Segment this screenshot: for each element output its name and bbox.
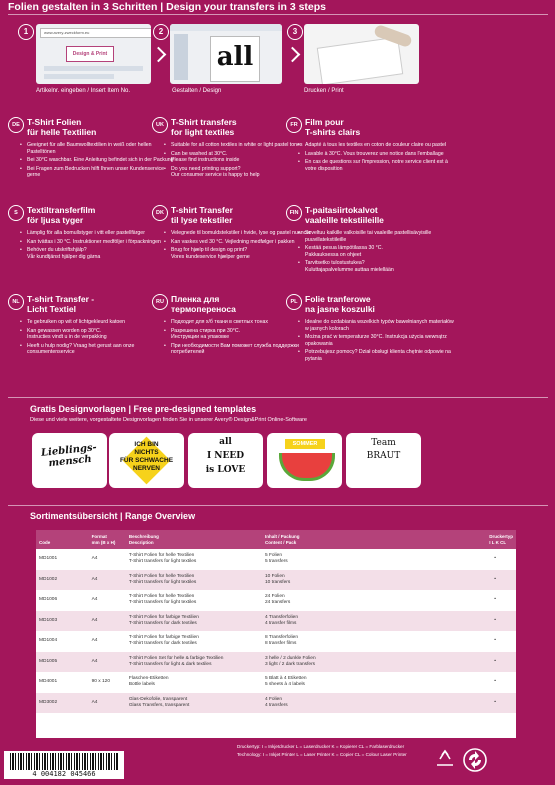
lang-badge: UK xyxy=(152,117,168,133)
cell-code: MD1004 xyxy=(39,638,58,644)
templates-title: Gratis Designvorlagen | Free pre-designed templates xyxy=(30,404,257,414)
template-text: SOMMER xyxy=(285,439,325,449)
table-row xyxy=(36,611,516,632)
cell-content: 24 Folien 24 transfers xyxy=(264,594,291,606)
lang-badge: PL xyxy=(286,294,302,310)
range-table xyxy=(36,530,516,738)
list-item: • Brug for hjælp til design og print? Vores kundeservice hjælper gerne xyxy=(164,247,322,260)
lang-badge: RU xyxy=(152,294,168,310)
lang-title: T-Shirt Folien für helle Textilien xyxy=(27,117,97,137)
section-divider xyxy=(8,505,548,506)
barcode xyxy=(4,751,124,779)
col-header-printer: Druckertyp I L K CL xyxy=(374,530,516,549)
table-row xyxy=(36,672,516,693)
cell-code: MD3002 xyxy=(36,693,89,714)
col-header-format: Format mm (B x H) xyxy=(89,530,126,549)
template-text: ICH BIN NICHTS FÜR SCHWACHE NERVEN xyxy=(119,441,174,472)
cell-code: MD1003 xyxy=(36,611,89,632)
col-header-code: Code xyxy=(36,530,89,549)
cell-description: T-Shirt Folien für farbige Textilien T-Shirt transfers for dark textiles xyxy=(128,635,199,647)
step-2-number: 2 xyxy=(153,24,169,40)
cell-description: T-Shirt Folien für helle Textilien T-Shirt transfers for light textiles xyxy=(128,553,197,565)
templates-subtitle: Diese und viele weitere, vorgestaltete Designvorlagen finden Sie in unserer Avery® Design&Print Online-Software xyxy=(30,417,307,423)
list-item: • Behöver du utskriftshjälp? Vår kundtjänst hjälper dig gärna xyxy=(20,247,178,260)
cell-format: 90 x 120 xyxy=(91,679,111,685)
list-item: • Подходит для х/б ткани в светлых тонах xyxy=(164,319,322,326)
table-row xyxy=(36,652,516,673)
step-1-number: 1 xyxy=(18,24,34,40)
lang-badge: DE xyxy=(8,117,24,133)
cell-format: A4 xyxy=(91,556,98,562)
lang-title: T-paitasiirtokalvot vaaleille tekstiileille xyxy=(305,205,384,225)
printer-legend-de: Druckertyp: I = Inkjetdrucker L = Laserdrucker K = Kopierer CL = Farblaserdrucker xyxy=(237,744,405,749)
lang-title: Film pour T-shirts clairs xyxy=(305,117,361,137)
step-1-image xyxy=(36,24,151,84)
cell-content: 10 Folien 10 transfers xyxy=(262,570,374,591)
chevron-right-icon xyxy=(151,47,167,63)
cell-printer: • xyxy=(494,679,496,685)
cell-format: A4 xyxy=(89,652,126,673)
list-item: • Heeft u hulp nodig? Vraag het gerust aan onze consumentenservice xyxy=(20,343,178,356)
step-2-image xyxy=(170,24,282,84)
cell-printer: • xyxy=(494,638,496,644)
list-item: • Kan vaskes ved 30 °C. Vejledning medfølger i pakken xyxy=(164,239,322,246)
step-3-number: 3 xyxy=(287,24,303,40)
chevron-right-icon xyxy=(285,47,301,63)
list-item: • Bei Fragen zum Bedrucken hilft Ihnen unser Kundenservice gerne xyxy=(20,166,178,179)
template-card xyxy=(32,433,107,488)
lang-title: T-shirt Transfer til lyse tekstiler xyxy=(171,205,233,225)
toolbar xyxy=(170,24,282,31)
cell-code: MD1005 xyxy=(36,652,89,673)
list-item: • Te gebruiken op wit of lichtgekleurd katoen xyxy=(20,319,178,326)
cell-format: A4 xyxy=(91,638,98,644)
cell-format: A4 xyxy=(89,611,126,632)
col-header-content: Inhalt / Packung Content / Pack xyxy=(262,530,374,549)
design-preview: all xyxy=(210,36,260,82)
lang-title: T-Shirt transfers for light textiles xyxy=(171,117,237,137)
side-panel xyxy=(174,34,188,80)
cell-description: T-Shirt Folien für helle Textilien T-Shirt transfers for light textiles xyxy=(128,594,197,606)
lang-block-fr xyxy=(286,117,456,197)
cell-content: 4 Transferfolien 4 transfer films xyxy=(262,611,374,632)
lang-title: Пленка для термопереноса xyxy=(171,294,236,314)
template-text: all I NEED is LOVE xyxy=(205,437,246,475)
lang-badge: FIN xyxy=(286,205,302,221)
lang-title: Folie tranferowe na jasne koszulki xyxy=(305,294,375,314)
template-text: Lieblings- mensch xyxy=(40,442,98,470)
lang-block-fin xyxy=(286,205,456,285)
template-card xyxy=(188,433,263,488)
cell-content: 5 Blatt à 4 Etiketten 5 sheets à 4 labels xyxy=(264,676,307,688)
step-3-caption: Drucken / Print xyxy=(304,88,344,94)
cell-content: 5 Folien 5 transfers xyxy=(264,553,288,565)
cell-code: MD4001 xyxy=(39,679,58,685)
list-item: • Lavable à 30°C. Vous trouverez une notice dans l'emballage xyxy=(298,151,456,158)
cell-code: MD1001 xyxy=(39,556,58,562)
cell-code: MD1002 xyxy=(36,570,89,591)
template-card xyxy=(346,433,421,488)
template-text: Team BRAUT xyxy=(366,438,401,461)
cell-content: 3 helle / 2 dunkle Folien 3 light / 2 dark transfers xyxy=(262,652,374,673)
template-card xyxy=(267,433,342,488)
brand-box: Design & Print xyxy=(66,46,114,62)
cell-format: A4 xyxy=(89,570,126,591)
lang-badge: FR xyxy=(286,117,302,133)
lang-badge: DK xyxy=(152,205,168,221)
page-title: Folien gestalten in 3 Schritten | Design your transfers in 3 steps xyxy=(8,1,327,13)
lang-badge: NL xyxy=(8,294,24,310)
section-divider xyxy=(8,397,548,398)
cell-printer: • xyxy=(374,693,516,714)
list-item: • Do you need printing support? Our consumer service is happy to help xyxy=(164,166,322,179)
step-3-image xyxy=(304,24,419,84)
list-item: • Adapté à tous les textiles en coton de couleur claire ou pastel xyxy=(298,142,456,149)
cell-printer: • xyxy=(494,597,496,603)
recycle-icon xyxy=(433,748,457,772)
printer-legend-en: Technology: I = Inkjet Printer L = Laser Printer K = Copier CL = Colour Laser Printer xyxy=(237,752,407,757)
barcode-bars xyxy=(10,753,118,770)
lang-title: Textiltransferfilm för ljusa tyger xyxy=(27,205,96,225)
url-bar: www.avery-zweckform.eu xyxy=(40,28,151,38)
cell-printer: • xyxy=(374,611,516,632)
list-item: • Velegnede til bomuldstekstiler i hvide, lyse og pastel nuancer xyxy=(164,230,322,237)
list-item: • Kan tvättas i 30 °C. Instruktioner medföljer i förpackningen xyxy=(20,239,178,246)
cell-format: A4 xyxy=(91,597,98,603)
watermelon-icon xyxy=(279,453,335,481)
list-item: • Idealne do ozdabiania wszelkich typów bawełnianych materiałów w jasnych kolorach xyxy=(298,319,456,332)
list-item: • Tarvitsetko tulostustukea? Kuluttajapalvelumme auttaa mielellään xyxy=(298,260,456,273)
list-item: • Kan gewassen worden op 30°C. Instructies vindt u in de verpakking xyxy=(20,328,178,341)
cell-description: T-Shirt Folien für helle Textilien T-Shirt transfers for light textiles xyxy=(126,570,262,591)
list-item: • При необходимости Вам поможет служба поддержки потребителей xyxy=(164,343,322,356)
list-item: • Разрешена стирка при 30°C. Инструкции на упаковке xyxy=(164,328,322,341)
step-1-caption: Artikelnr. eingeben / Insert Item No. xyxy=(36,88,131,94)
table-row xyxy=(36,570,516,591)
cell-printer: • xyxy=(494,556,496,562)
cell-description: T-Shirt Folien für farbige Textilien T-Shirt transfers for dark textiles xyxy=(126,611,262,632)
list-item: • Bei 30°C waschbar. Eine Anleitung befindet sich in der Packung xyxy=(20,157,178,164)
cell-code: MD1006 xyxy=(39,597,58,603)
table-row xyxy=(36,590,516,611)
cell-description: T-Shirt Folien Set für helle & farbige Textilien T-Shirt transfers for light & dark textiles xyxy=(126,652,262,673)
header-divider xyxy=(8,14,548,15)
cell-content: 8 Transferfolien 8 transfer films xyxy=(264,635,299,647)
template-card xyxy=(109,433,184,488)
ui-bar xyxy=(44,66,143,71)
cell-description: Glas-Dekofolie, transparent Glass Transfers, transparent xyxy=(126,693,262,714)
list-item: • Suitable for all cotton textiles in white or light pastel tones xyxy=(164,142,322,149)
list-item: • En cas de questions sur l'impression, notre service client est à votre disposition xyxy=(298,159,456,172)
ui-bar xyxy=(44,74,114,79)
cell-printer: • xyxy=(374,570,516,591)
barcode-number: 4 004182 045466 xyxy=(32,770,96,778)
table-row xyxy=(36,549,516,570)
lang-block-pl xyxy=(286,294,456,374)
step-2-caption: Gestalten / Design xyxy=(172,88,222,94)
col-header-description: Beschreibung Description xyxy=(126,530,262,549)
cell-format: A4 xyxy=(89,693,126,714)
cell-content: 4 Folien 4 transfers xyxy=(262,693,374,714)
tshirt-photo xyxy=(317,36,403,84)
list-item: • Można prać w temperaturze 30°C. Instrukcja użycia wewnątrz opakowania xyxy=(298,334,456,347)
cell-description: Flaschen-Etiketten Bottle labels xyxy=(128,676,169,688)
table-row xyxy=(36,693,516,714)
range-title: Sortimentsübersicht | Range Overview xyxy=(30,511,196,521)
list-item: • Kestää pesua lämpötilassa 30 °C. Pakkauksessa on ohjeet xyxy=(298,245,456,258)
cell-printer: • xyxy=(374,652,516,673)
list-item: • Can be washed at 30°C. Please find instructions inside xyxy=(164,151,322,164)
table-row xyxy=(36,631,516,652)
list-item: • Geeignet für alle Baumwolltextilien in weiß oder hellen Pastelltönen xyxy=(20,142,178,155)
lang-badge: S xyxy=(8,205,24,221)
list-item: • Soveltuu kaikille valkoisille tai vaaleille pastellisävyisille puuvillatekstiileille xyxy=(298,230,456,243)
list-item: • Lämplig för alla bomullstyger i vitt eller pastellfärger xyxy=(20,230,178,237)
list-item: • Potrzebujesz pomocy? Dział obsługi klienta chętnie odpowie na pytania xyxy=(298,349,456,362)
lang-title: T-shirt Transfer - Licht Textiel xyxy=(27,294,95,314)
green-dot-icon xyxy=(463,748,487,772)
